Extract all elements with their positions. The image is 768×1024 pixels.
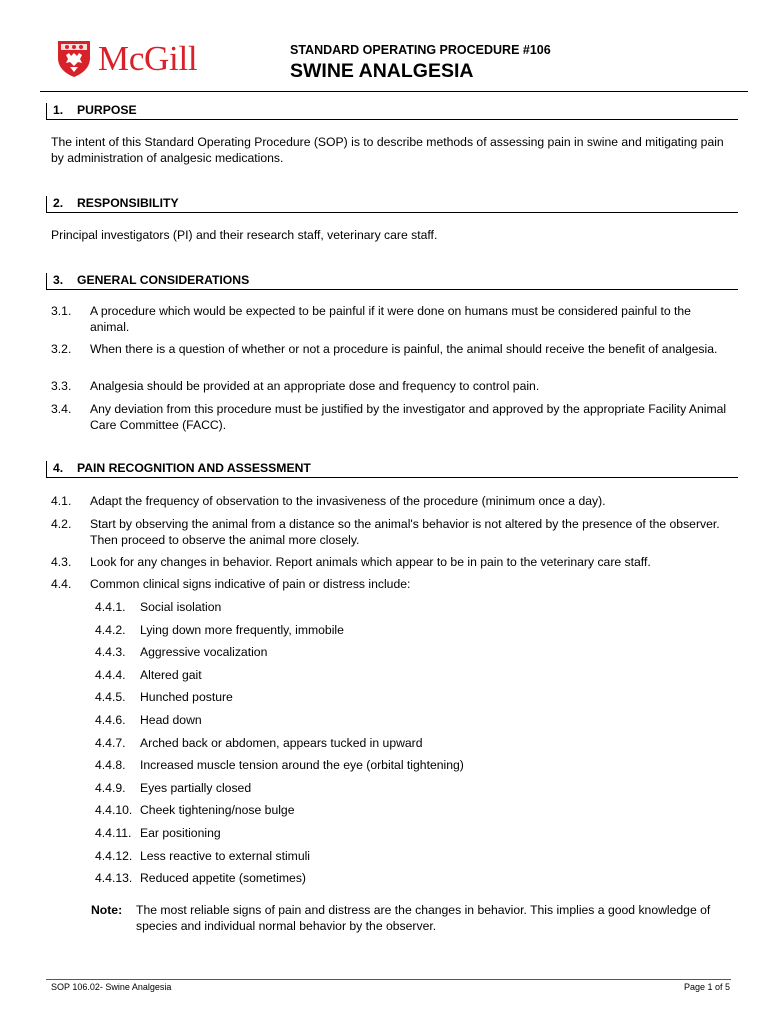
sub-item-text: Hunched posture — [140, 690, 233, 704]
section-heading-general-considerations — [46, 273, 738, 290]
note-label: Note: — [91, 903, 123, 917]
responsibility-paragraph: Principal investigators (PI) and their research staff, veterinary care staff. — [51, 228, 438, 242]
item-text: Start by observing the animal from a distance so the animal's behavior is not altered by the presence of the observer. Then proceed to observe the animal more closely. — [90, 517, 720, 547]
item-text: Look for any changes in behavior. Report animals which appear to be in pain to the veterinary care staff. — [90, 555, 651, 569]
item-number: 4.4. — [51, 577, 72, 591]
page-title: SWINE ANALGESIA — [290, 60, 474, 82]
sub-list-item — [95, 713, 202, 729]
item-number: 3.4. — [51, 402, 72, 416]
sub-list-item — [95, 690, 233, 706]
section-heading-responsibility — [46, 196, 738, 213]
item-number: 4.1. — [51, 494, 72, 508]
sub-item-number: 4.4.2. — [95, 623, 126, 637]
section-title: PURPOSE — [77, 103, 137, 117]
item-text: Any deviation from this procedure must be justified by the investigator and approved by the appropriate Facility Animal Care Committee (FACC). — [90, 402, 727, 432]
sub-item-number: 4.4.6. — [95, 713, 126, 727]
section-number: 2. — [53, 196, 64, 210]
section-number: 4. — [53, 461, 64, 475]
sub-item-number: 4.4.13. — [95, 871, 133, 885]
sub-item-number: 4.4.9. — [95, 781, 126, 795]
sub-item-text: Increased muscle tension around the eye (orbital tightening) — [140, 758, 464, 772]
section-number: 1. — [53, 103, 64, 117]
sub-list-item — [95, 849, 310, 865]
sub-item-text: Eyes partially closed — [140, 781, 252, 795]
header-divider — [40, 91, 748, 92]
sub-item-number: 4.4.8. — [95, 758, 126, 772]
list-item — [51, 494, 731, 510]
item-number: 3.1. — [51, 304, 72, 318]
footer-document-id: SOP 106.02- Swine Analgesia — [51, 982, 172, 992]
item-text: A procedure which would be expected to be painful if it were done on humans must be considered painful to the animal. — [90, 304, 691, 334]
item-text: Analgesia should be provided at an appropriate dose and frequency to control pain. — [90, 379, 540, 393]
sop-number: STANDARD OPERATING PROCEDURE #106 — [290, 43, 551, 57]
sub-list-item — [95, 645, 267, 661]
sub-item-number: 4.4.5. — [95, 690, 126, 704]
section-heading-pain-recognition — [46, 461, 738, 478]
sub-list-item — [95, 871, 306, 887]
sub-item-text: Reduced appetite (sometimes) — [140, 871, 306, 885]
sub-item-number: 4.4.7. — [95, 736, 126, 750]
sub-list-item — [95, 736, 423, 752]
item-number: 3.2. — [51, 342, 72, 356]
list-item — [51, 555, 731, 571]
section-title: RESPONSIBILITY — [77, 196, 179, 210]
list-item — [51, 379, 731, 395]
item-text: Common clinical signs indicative of pain or distress include: — [90, 577, 411, 591]
list-item — [51, 402, 731, 433]
sub-item-text: Altered gait — [140, 668, 202, 682]
sub-item-text: Ear positioning — [140, 826, 221, 840]
section-heading-purpose — [46, 103, 738, 120]
sub-list-item — [95, 623, 344, 639]
item-text: Adapt the frequency of observation to the invasiveness of the procedure (minimum once a day). — [90, 494, 606, 508]
sub-list-item — [95, 781, 251, 797]
purpose-paragraph: The intent of this Standard Operating Procedure (SOP) is to describe methods of assessing pain in swine and mitigating pain by administration of analgesic medications. — [51, 135, 724, 165]
section-title: GENERAL CONSIDERATIONS — [77, 273, 250, 287]
sub-item-number: 4.4.12. — [95, 849, 133, 863]
mcgill-crest-icon — [56, 38, 92, 78]
list-item — [51, 517, 731, 548]
sub-item-text: Social isolation — [140, 600, 222, 614]
logo-wordmark: McGill — [98, 38, 198, 78]
sub-item-text: Head down — [140, 713, 202, 727]
sub-item-text: Lying down more frequently, immobile — [140, 623, 344, 637]
sub-item-text: Arched back or abdomen, appears tucked in upward — [140, 736, 423, 750]
sub-item-number: 4.4.1. — [95, 600, 126, 614]
list-item — [51, 577, 731, 593]
sub-list-item — [95, 758, 464, 774]
sub-item-text: Less reactive to external stimuli — [140, 849, 311, 863]
list-item — [51, 342, 731, 358]
list-item — [51, 304, 731, 335]
sub-item-text: Cheek tightening/nose bulge — [140, 803, 295, 817]
sub-list-item — [95, 803, 295, 819]
sub-item-number: 4.4.4. — [95, 668, 126, 682]
item-text: When there is a question of whether or not a procedure is painful, the animal should receive the benefit of analgesia. — [90, 342, 718, 356]
footer-page-number: Page 1 of 5 — [683, 982, 730, 992]
note-text: The most reliable signs of pain and distress are the changes in behavior. This implies a good knowledge of species and individual normal behavior by the observer. — [136, 903, 711, 933]
sub-item-number: 4.4.3. — [95, 645, 126, 659]
item-number: 3.3. — [51, 379, 72, 393]
sub-list-item — [95, 600, 221, 616]
footer-divider — [46, 979, 731, 980]
sub-item-number: 4.4.10. — [95, 803, 133, 817]
sub-item-text: Aggressive vocalization — [140, 645, 268, 659]
note-block — [91, 903, 741, 934]
sub-list-item — [95, 668, 202, 684]
item-number: 4.2. — [51, 517, 72, 531]
sub-item-number: 4.4.11. — [95, 826, 132, 840]
item-number: 4.3. — [51, 555, 72, 569]
mcgill-logo — [56, 38, 197, 78]
section-title: PAIN RECOGNITION AND ASSESSMENT — [77, 461, 311, 475]
page-header — [0, 0, 768, 94]
section-number: 3. — [53, 273, 64, 287]
sub-list-item — [95, 826, 221, 842]
